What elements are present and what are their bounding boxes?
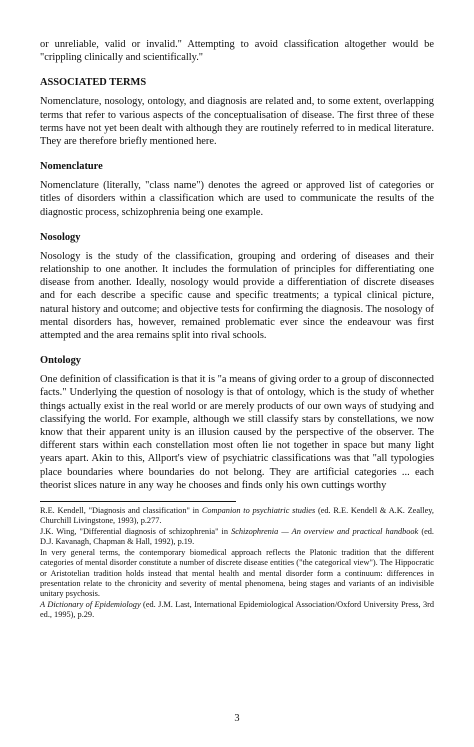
paragraph-nomenclature: Nomenclature (literally, "class name") denotes the agreed or approved list of categories or titles of disorders within a classification which are used to communicate the results of the diagnostic process, schizophrenia being one example.	[40, 180, 434, 218]
section-heading-associated-terms: ASSOCIATED TERMS	[40, 77, 147, 89]
footnote-3: In very general terms, the contemporary biomedical approach reflects the Platonic tradition that the different categories of mental disorder constitute a number of discrete disease entities ("the categorical view"). The Hippocratic or Aristotelian tradition holds instead that mental health and mental disorder form a continuum: differences in presentation relate to the chronicity and severity of mental phenomena, being stages and variants of an indivisible unitary psychosis.	[40, 547, 434, 599]
paragraph-ontology: One definition of classification is that it is "a means of giving order to a group of disconnected facts." Underlying the question of nosology is that of ontology, which is the study of whether things actually exist in the real world or are merely products of our own ways of studying and classifying the world. For example, although we still classify stars by constellations, we now know that their apparent unity is an illusion caused by the perspective of the observer. The different stars within each constellation most often lie not together in space but many light years apart. Akin to this, Allport's view of psychiatric classifications was that "all typologies place boundaries where boundaries do not belong. They are artificial categories ... each theorist slices nature in any way he chooses and finds only his own cuttings worthy	[40, 374, 434, 491]
footnote-1: R.E. Kendell, "Diagnosis and classification" in Companion to psychiatric studies (ed. R.E. Kendell & A.K. Zealley, Churchill Livingstone, 1993), p.277.	[40, 506, 434, 526]
section-heading-ontology: Ontology	[40, 355, 81, 367]
paragraph-associated-terms: Nomenclature, nosology, ontology, and diagnosis are related and, to some extent, overlapping terms that refer to various aspects of the conceptualisation of disease. The first three of these terms have not yet been dealt with although they are routinely referred to in medical literature. They are therefore briefly mentioned here.	[40, 96, 434, 148]
footnote-4: A Dictionary of Epidemiology (ed. J.M. Last, International Epidemiological Association/Oxford University Press, 3rd ed., 1995), p.29.	[40, 599, 435, 620]
intro-paragraph: or unreliable, valid or invalid." Attempting to avoid classification altogether would be "crippling clinically and scientifically."	[40, 39, 434, 64]
page-number: 3	[234, 713, 240, 724]
footnote-2: J.K. Wing, "Differential diagnosis of schizophrenia" in Schizophrenia — An overview and practical handbook (ed. D.J. Kavanagh, Chapman & Hall, 1992), p.19.	[40, 526, 434, 547]
paragraph-nosology: Nosology is the study of the classification, grouping and ordering of diseases and their relationship to one another. It includes the formulation of principles for differentiating one disease from another. Ideally, nosology would provide a differentiation of discrete diseases and for each describe a specific cause and specific treatments; a typical clinical picture, natural history and outcome; and objective tests for confirming the diagnosis. The nosology of mental disorders has, however, remained problematic ever since the endeavour was first attempted and the area remains split into rival schools.	[40, 250, 434, 342]
section-heading-nomenclature: Nomenclature	[40, 161, 103, 173]
footnote-separator	[40, 501, 236, 502]
section-heading-nosology: Nosology	[40, 231, 81, 243]
footnotes	[40, 506, 434, 620]
